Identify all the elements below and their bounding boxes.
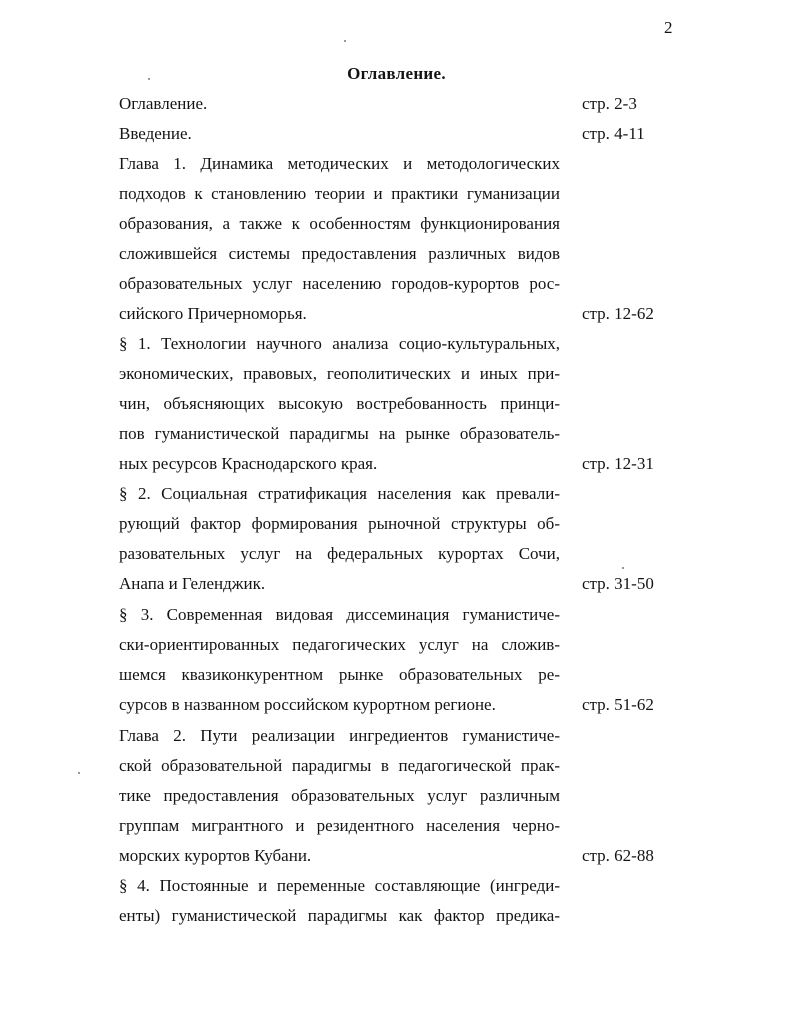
entry-text-line: § 3. Современная видовая диссеминация гуманистиче- [119,605,560,624]
entry-text-line: пов гуманистической парадигмы на рынке образователь- [119,424,560,443]
entry-text-line: морских курортов Кубани. [119,846,312,865]
entry-text-line: Оглавление. [119,94,208,113]
scan-speck [148,78,150,80]
scan-speck [78,772,80,774]
entry-text-line: § 2. Социальная стратификация населения как превали- [119,484,560,503]
scan-speck [344,40,346,42]
entry-text-line: Глава 2. Пути реализации ингредиентов гуманистиче- [119,726,560,745]
entry-text-line: Анапа и Геленджик. [119,574,266,593]
entry-text-line: Глава 1. Динамика методических и методологических [119,154,560,173]
entry-text-line: чин, объясняющих высокую востребованность принци- [119,394,560,413]
entry-text-line: подходов к становлению теории и практики гуманизации [119,184,560,203]
entry-text-line: образования, а также к особенностям функционирования [119,214,560,233]
entry-text-line: шемся квазиконкурентном рынке образовательных ре- [119,665,560,684]
entry-page-ref: стр. 4-11 [582,124,645,143]
entry-page-ref: стр. 12-62 [582,304,654,323]
page-number: 2 [664,18,673,37]
entry-text-line: экономических, правовых, геополитических и иных при- [119,364,560,383]
entry-text-line: ных ресурсов Краснодарского края. [119,454,378,473]
entry-page-ref: стр. 51-62 [582,695,654,714]
entry-page-ref: стр. 12-31 [582,454,654,473]
entry-text-line: разовательных услуг на федеральных курортах Сочи, [119,544,560,563]
entry-text-line: сийского Причерноморья. [119,304,307,323]
entry-text-line: Введение. [119,124,192,143]
entry-text-line: группам мигрантного и резидентного населения черно- [119,816,560,835]
entry-text-line: енты) гуманистической парадигмы как фактор предика- [119,906,560,925]
entry-page-ref: стр. 31-50 [582,574,654,593]
entry-text-line: образовательных услуг населению городов-курортов рос- [119,274,560,293]
entry-text-line: сурсов в названном российском курортном регионе. [119,695,496,714]
entry-text-line: тике предоставления образовательных услуг различным [119,786,560,805]
entry-text-line: сложившейся системы предоставления различных видов [119,244,560,263]
scan-speck [622,567,624,569]
entry-text-line: ски-ориентированных педагогических услуг на сложив- [119,635,560,654]
toc-title: Оглавление. [347,64,446,83]
entry-text-line: § 1. Технологии научного анализа социо-культуральных, [119,334,560,353]
entry-text-line: § 4. Постоянные и переменные составляющие (ингреди- [119,876,560,895]
entry-text-line: ской образовательной парадигмы в педагогической прак- [119,756,560,775]
entry-page-ref: стр. 2-3 [582,94,637,113]
entry-text-line: рующий фактор формирования рыночной структуры об- [119,514,560,533]
entry-page-ref: стр. 62-88 [582,846,654,865]
